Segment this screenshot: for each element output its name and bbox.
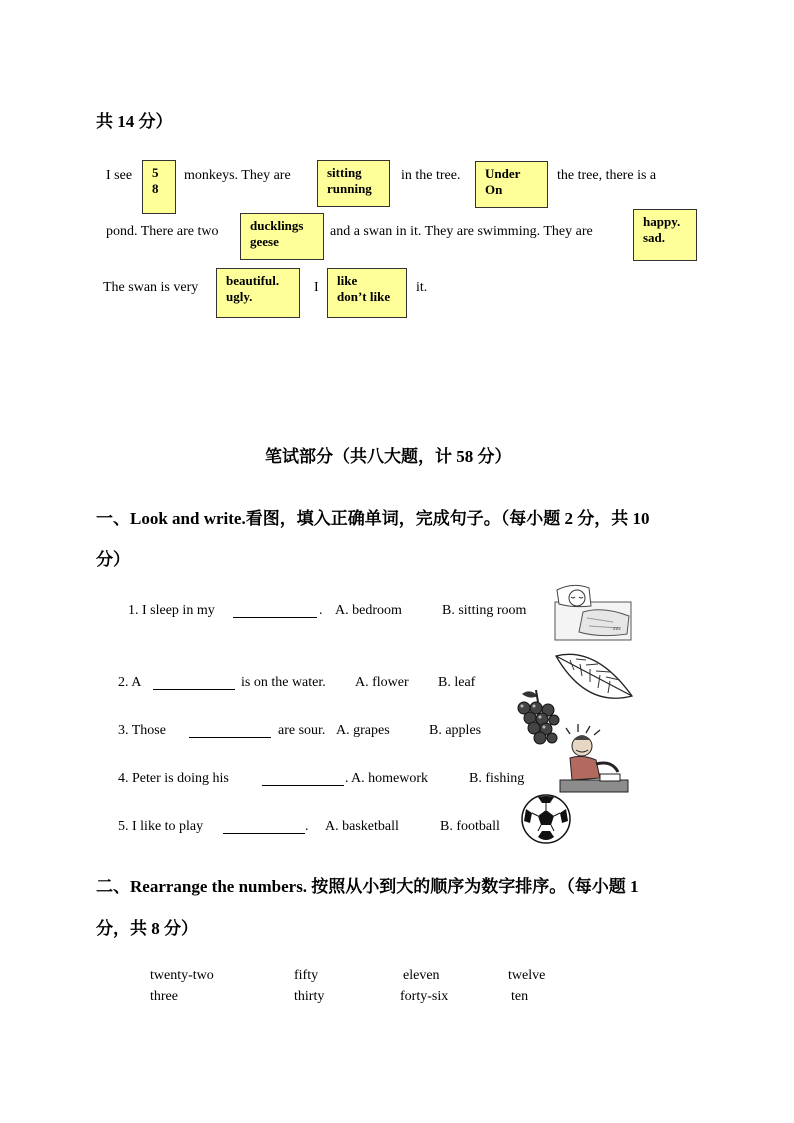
choice-option: happy. bbox=[643, 214, 681, 229]
section2-title: 二、Rearrange the numbers. 按照从小到大的顺序为数字排序。（每小题 1 bbox=[96, 877, 639, 896]
option-b: B. apples bbox=[429, 723, 482, 738]
choice-box-action[interactable] bbox=[317, 160, 390, 207]
choice-box-numbers[interactable] bbox=[142, 160, 176, 214]
answer-blank[interactable] bbox=[223, 819, 305, 834]
option-b: B. fishing bbox=[469, 771, 525, 786]
number-word: thirty bbox=[294, 989, 325, 1004]
number-word: ten bbox=[511, 989, 529, 1004]
choice-option: 5 bbox=[152, 165, 159, 180]
choice-box-mood[interactable] bbox=[633, 209, 697, 261]
option-a: A. grapes bbox=[336, 723, 390, 738]
number-word: twenty-two bbox=[150, 968, 214, 983]
option-b: B. football bbox=[440, 819, 500, 834]
option-a: A. homework bbox=[351, 771, 428, 786]
sleeping-person-icon bbox=[553, 578, 635, 646]
question-text: 5. I like to play bbox=[118, 819, 204, 834]
number-word: forty-six bbox=[400, 989, 449, 1004]
choice-option: On bbox=[485, 182, 503, 197]
number-word: eleven bbox=[403, 968, 440, 983]
passage-text: the tree, there is a bbox=[557, 168, 657, 183]
choice-option: Under bbox=[485, 166, 521, 181]
option-b: B. sitting room bbox=[442, 603, 527, 618]
answer-blank[interactable] bbox=[262, 771, 344, 786]
section1-title-cont: 分） bbox=[96, 550, 130, 569]
choice-option: beautiful. bbox=[226, 273, 280, 288]
answer-blank[interactable] bbox=[153, 675, 235, 690]
choice-option: geese bbox=[250, 234, 279, 249]
question-text: 4. Peter is doing his bbox=[118, 771, 229, 786]
passage-text: in the tree. bbox=[401, 168, 461, 183]
choice-box-looks[interactable] bbox=[216, 268, 300, 318]
number-word: three bbox=[150, 989, 178, 1004]
passage-text: The swan is very bbox=[103, 280, 199, 295]
choice-option: ducklings bbox=[250, 218, 304, 233]
option-a: A. basketball bbox=[325, 819, 399, 834]
question-text: . bbox=[345, 771, 349, 786]
question-text: . bbox=[319, 603, 323, 618]
passage-text: it. bbox=[416, 280, 428, 295]
option-a: A. bedroom bbox=[335, 603, 402, 618]
section1-title: 一、Look and write.看图，填入正确单词，完成句子。（每小题 2 分，共 10 bbox=[96, 509, 650, 528]
passage-text: and a swan in it. They are swimming. They are bbox=[330, 224, 593, 239]
passage-text: pond. There are two bbox=[106, 224, 219, 239]
choice-box-position[interactable] bbox=[475, 161, 548, 208]
leaf-icon bbox=[552, 650, 636, 706]
soccer-ball-icon bbox=[520, 793, 572, 845]
question-text: is on the water. bbox=[241, 675, 326, 690]
number-word: fifty bbox=[294, 968, 319, 983]
question-text: 3. Those bbox=[118, 723, 166, 738]
choice-option: ugly. bbox=[226, 289, 253, 304]
stressed-student-icon bbox=[556, 720, 632, 796]
option-b: B. leaf bbox=[438, 675, 476, 690]
number-word: twelve bbox=[508, 968, 546, 983]
section2-title-cont: 分，共 8 分） bbox=[96, 919, 198, 938]
answer-blank[interactable] bbox=[233, 603, 317, 618]
score-note: 共 14 分） bbox=[96, 112, 173, 131]
question-text: 1. I sleep in my bbox=[128, 603, 215, 618]
passage-text: I bbox=[314, 280, 319, 295]
choice-option: don’t like bbox=[337, 289, 391, 304]
choice-option: sad. bbox=[643, 230, 666, 245]
choice-option: like bbox=[337, 273, 358, 288]
option-a: A. flower bbox=[355, 675, 409, 690]
answer-blank[interactable] bbox=[189, 723, 271, 738]
question-text: are sour. bbox=[278, 723, 326, 738]
written-section-title: 笔试部分（共八大题，计 58 分） bbox=[265, 447, 512, 466]
choice-option: running bbox=[327, 181, 372, 196]
question-text: . bbox=[305, 819, 309, 834]
question-text: 2. A bbox=[118, 675, 142, 690]
choice-box-preference[interactable] bbox=[327, 268, 407, 318]
choice-box-animals[interactable] bbox=[240, 213, 324, 260]
passage-text: monkeys. They are bbox=[184, 168, 291, 183]
passage-text: I see bbox=[106, 168, 133, 183]
choice-option: 8 bbox=[152, 181, 159, 196]
svg-text:zzz: zzz bbox=[613, 626, 621, 632]
choice-option: sitting bbox=[327, 165, 362, 180]
